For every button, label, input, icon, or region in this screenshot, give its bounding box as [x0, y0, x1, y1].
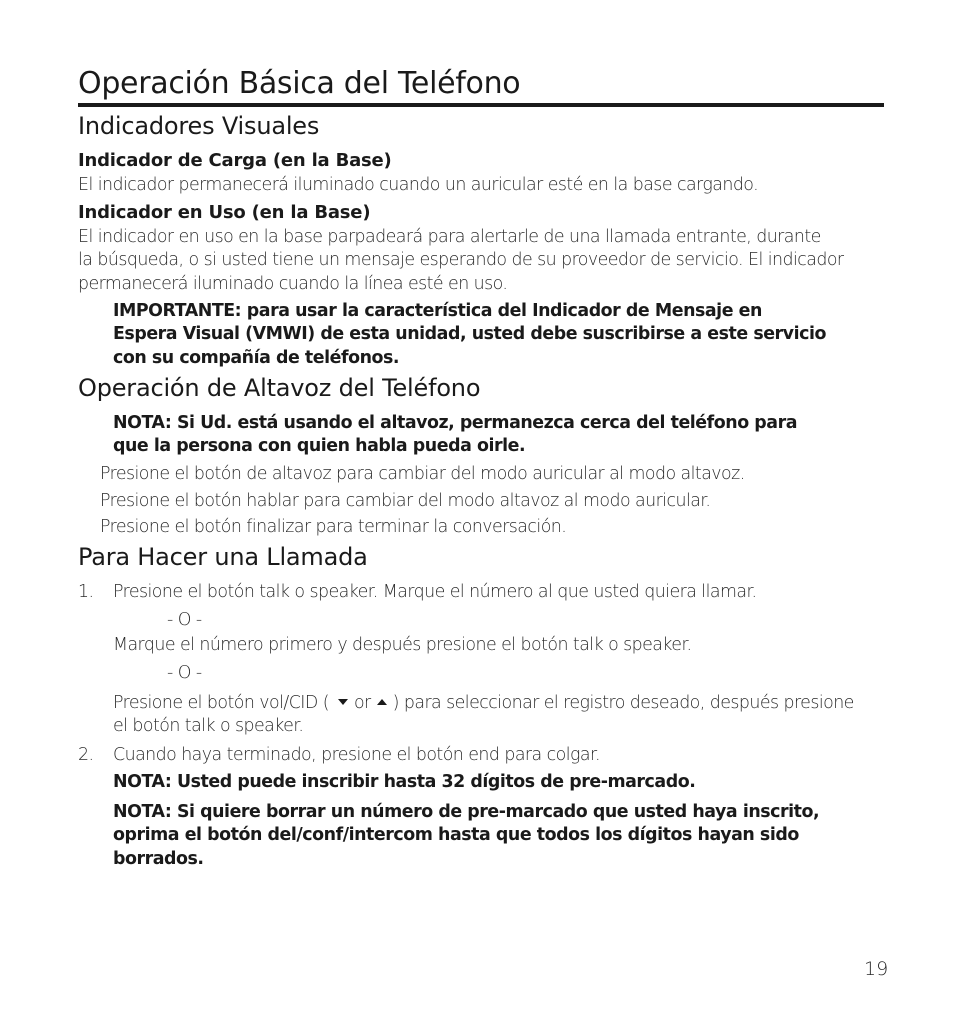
important-note-line: IMPORTANTE: para usar la característica del Indicador de Mensaje en	[113, 301, 762, 321]
section-heading-speakerphone: Operación de Altavoz del Teléfono	[78, 374, 481, 402]
title-rule	[78, 103, 884, 107]
section-heading-make-call: Para Hacer una Llamada	[78, 543, 368, 571]
section-heading-visual-indicators: Indicadores Visuales	[78, 112, 320, 140]
delete-note-line: oprima el botón del/conf/intercom hasta que todos los dígitos hayan sido	[113, 825, 799, 845]
subheading-in-use-indicator: Indicador en Uso (en la Base)	[78, 202, 371, 223]
delete-note-line: borrados.	[113, 849, 204, 869]
page-number: 19	[864, 958, 889, 980]
alt2-or: or	[353, 693, 371, 713]
down-arrow-icon	[338, 699, 348, 705]
important-note-line: Espera Visual (VMWI) de esta unidad, usted debe suscribirse a este servicio	[113, 324, 826, 344]
or-separator: - O -	[167, 610, 202, 630]
step1-text: Presione el botón talk o speaker. Marque el número al que usted quiera llamar.	[113, 582, 757, 602]
step1-alternative-1: Marque el número primero y después presione el botón talk o speaker.	[113, 635, 692, 655]
step1-alternative-2-line2: el botón talk o speaker.	[113, 716, 304, 736]
speakerphone-note-line: que la persona con quien habla pueda oirle.	[113, 436, 526, 456]
predial-note: NOTA: Usted puede inscribir hasta 32 dígitos de pre-marcado.	[113, 772, 696, 792]
in-use-text-line: El indicador en uso en la base parpadeará para alertarle de una llamada entrante, durante	[78, 227, 821, 247]
step2-text: Cuando haya terminado, presione el botón end para colgar.	[113, 745, 600, 765]
alt2-text-before: Presione el botón vol/CID (	[113, 693, 329, 713]
subheading-charge-indicator: Indicador de Carga (en la Base)	[78, 150, 392, 171]
step-number: 1.	[78, 582, 94, 602]
speakerphone-note-line: NOTA: Si Ud. está usando el altavoz, permanezca cerca del teléfono para	[113, 413, 797, 433]
up-arrow-icon	[377, 699, 387, 705]
important-note-line: con su compañía de teléfonos.	[113, 348, 400, 368]
or-separator: - O -	[167, 663, 202, 683]
alt2-text-after: ) para seleccionar el registro deseado, después presione	[392, 693, 854, 713]
step-number: 2.	[78, 745, 94, 765]
delete-note-line: NOTA: Si quiere borrar un número de pre-marcado que usted haya inscrito,	[113, 802, 820, 822]
speakerphone-step: Presione el botón de altavoz para cambiar del modo auricular al modo altavoz.	[100, 464, 745, 484]
page-title: Operación Básica del Teléfono	[78, 66, 521, 101]
speakerphone-step: Presione el botón finalizar para terminar la conversación.	[100, 517, 567, 537]
step1-alternative-2	[113, 693, 854, 713]
in-use-text-line: permanecerá iluminado cuando la línea esté en uso.	[78, 274, 508, 294]
speakerphone-step: Presione el botón hablar para cambiar del modo altavoz al modo auricular.	[100, 491, 711, 511]
in-use-text-line: la búsqueda, o si usted tiene un mensaje esperando de su proveedor de servicio. El indicador	[78, 250, 844, 270]
charge-indicator-text: El indicador permanecerá iluminado cuando un auricular esté en la base cargando.	[78, 175, 759, 195]
